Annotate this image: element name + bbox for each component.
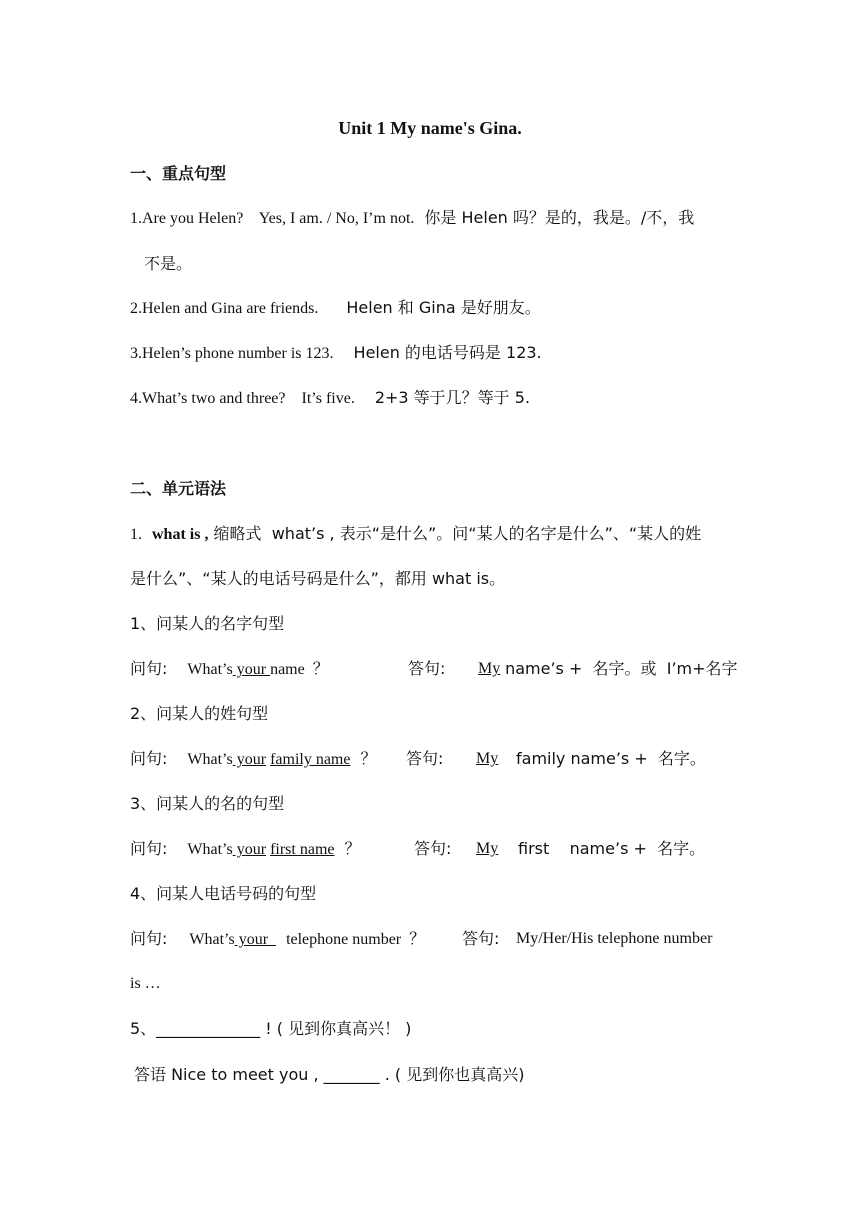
question-whats: What’s [187, 661, 233, 678]
sentence-3 [130, 343, 542, 364]
question-whats: What’s [187, 751, 233, 768]
answer-rest: My/Her/His telephone number [516, 930, 713, 947]
sentence-4-chinese: 2+3 等于几？等于 5. [374, 388, 531, 407]
question-your: your [234, 931, 277, 948]
pattern-row-first-name [130, 839, 706, 860]
grammar-paragraph-1 [130, 524, 701, 545]
sentence-3-english: 3.Helen’s phone number is 123. [130, 345, 334, 362]
answer-rest: family name’s + 名字。 [516, 749, 706, 768]
question-label: 问句: [130, 929, 168, 948]
pattern-row-phone [130, 929, 713, 950]
answer-label: 答句: [408, 659, 446, 678]
section-heading-grammar: 二、单元语法 [130, 479, 227, 498]
question-label: 问句: [130, 749, 168, 768]
pattern-row-family-name [130, 749, 706, 770]
sentence-3-chinese: Helen 的电话号码是 123. [353, 343, 542, 362]
subheading-nice-to-meet-you: 5、_____________ ! ( 见到你真高兴！ ) [130, 1019, 412, 1038]
sentence-1 [130, 208, 694, 229]
sentence-4-english: 4.What’s two and three? It’s five. [130, 390, 355, 407]
sentence-2 [130, 298, 541, 319]
answer-label: 答句: [406, 749, 444, 768]
question-label: 问句: [130, 839, 168, 858]
question-name: name ？ [270, 661, 329, 678]
grammar-paragraph-text: 缩略式 what’s , 表示“是什么”。问“某人的名字是什么”、“某人的姓 [208, 524, 702, 543]
sentence-1-english: 1.Are you Helen? Yes, I am. / No, I’m not. [130, 210, 415, 227]
pattern-row-phone-cont: is … [130, 975, 161, 992]
sentence-4 [130, 388, 530, 409]
subheading-phone-pattern: 4、问某人电话号码的句型 [130, 884, 317, 903]
sentence-1-chinese-cont: 不是。 [144, 254, 193, 273]
question-telephone: telephone number ？ [286, 931, 426, 948]
answer-label: 答句: [462, 929, 500, 948]
grammar-keyword: what is , [152, 526, 209, 543]
answer-my: My [476, 750, 499, 767]
question-family-name: family name [270, 751, 351, 768]
subheading-name-pattern: 1、问某人的名字句型 [130, 614, 285, 633]
reply-nice-to-meet-you: 答语 Nice to meet you , _______ . ( 见到你也真高兴) [134, 1065, 525, 1084]
sentence-2-chinese: Helen 和 Gina 是好朋友。 [346, 298, 541, 317]
question-label: 问句: [130, 659, 168, 678]
question-your: your [232, 661, 271, 678]
sentence-1-chinese: 你是 Helen 吗？是的，我是。/不，我 [424, 208, 695, 227]
answer-rest: first name’s + 名字。 [518, 839, 706, 858]
question-mark: ？ [360, 751, 377, 768]
subheading-family-name-pattern: 2、问某人的姓句型 [130, 704, 269, 723]
question-whats: What’s [187, 841, 233, 858]
question-your: your [232, 751, 267, 768]
question-first-name: first name [270, 841, 335, 858]
answer-rest: name’s + 名字。或 I’m+名字 [500, 659, 738, 678]
subheading-first-name-pattern: 3、问某人的名的句型 [130, 794, 285, 813]
page-title: Unit 1 My name's Gina. [338, 118, 522, 138]
grammar-paragraph-line-2: 是什么”、“某人的电话号码是什么”，都用 what is。 [130, 569, 506, 588]
answer-label: 答句: [414, 839, 452, 858]
question-your: your [232, 841, 267, 858]
answer-my: My [478, 660, 501, 677]
question-mark: ？ [344, 841, 361, 858]
grammar-paragraph-number: 1. [130, 526, 142, 543]
question-whats: What’s [189, 931, 235, 948]
section-heading-key-sentences: 一、重点句型 [130, 164, 227, 183]
pattern-row-name [130, 659, 738, 680]
answer-my: My [476, 840, 499, 857]
sentence-2-english: 2.Helen and Gina are friends. [130, 300, 319, 317]
